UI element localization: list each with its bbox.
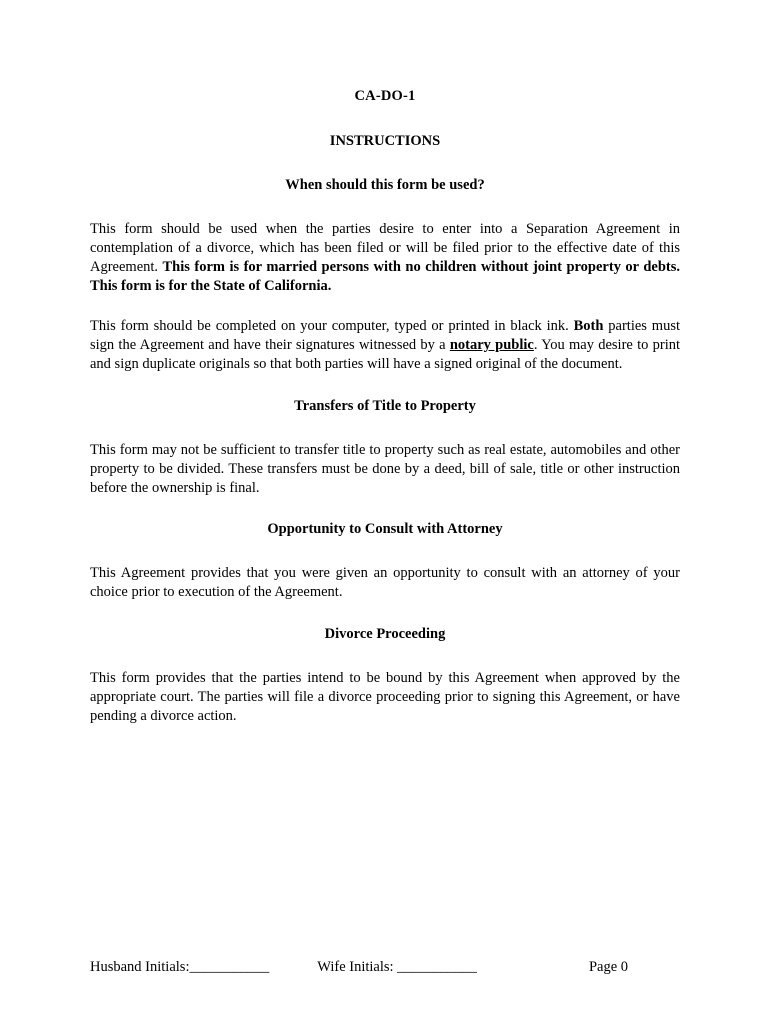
run-text: . You may desire to print and sign duplicate originals so that both parties will have a signed original of the document. [90, 337, 681, 373]
page-number: Page 0 [588, 959, 628, 975]
run-text: This form may not be sufficient to transfer title to property such as real estate, automobiles and other property to be divided. These transfers must be done by a deed, bill of sale, title or other instruction before the ownership is final. [90, 441, 680, 496]
page-title: INSTRUCTIONS [329, 133, 441, 149]
section-heading-divorce-proceeding: Divorce Proceeding [324, 626, 446, 643]
page-footer [90, 959, 680, 976]
run-text: This form should be completed on your computer, typed or printed in black ink. [90, 318, 574, 335]
run-text: This form provides that the parties intend to be bound by this Agreement when approved by the appropriate court. The parties will file a divorce proceeding prior to signing this Agreement, or have pending a divorce action. [90, 670, 680, 724]
wife-initials-line[interactable]: Wife Initials: ___________ [317, 959, 477, 975]
paragraph-completion-instructions [90, 317, 680, 374]
section-heading-transfers-of-title: Transfers of Title to Property [294, 397, 476, 414]
form-code: CA-DO-1 [354, 88, 416, 104]
section-heading-consult-attorney: Opportunity to Consult with Attorney [267, 521, 503, 538]
run-text-bold: This form is for married persons with no children without joint property or debts. This form is for the State of California. [90, 258, 680, 294]
paragraph-consult-attorney [90, 564, 680, 602]
husband-initials-line[interactable]: Husband Initials:___________ [90, 959, 270, 975]
run-text: parties must sign the Agreement and have their signatures witnessed by a [90, 318, 680, 354]
run-text: This form should be used when the parties desire to enter into a Separation Agreement in contemplation of a divorce, which has been filed or will be filed prior to the effective date of this Agreement. [90, 221, 680, 275]
run-text-underline: notary public [449, 337, 534, 354]
paragraph-transfers-of-title [90, 441, 680, 498]
run-text: This Agreement provides that you were given an opportunity to consult with an attorney of your choice prior to execution of the Agreement. [90, 565, 680, 601]
paragraph-purpose [90, 220, 680, 295]
run-text-bold: Both [573, 318, 604, 335]
section-heading-when-should-form-be-used: When should this form be used? [285, 177, 485, 193]
paragraph-divorce-proceeding [90, 669, 680, 726]
